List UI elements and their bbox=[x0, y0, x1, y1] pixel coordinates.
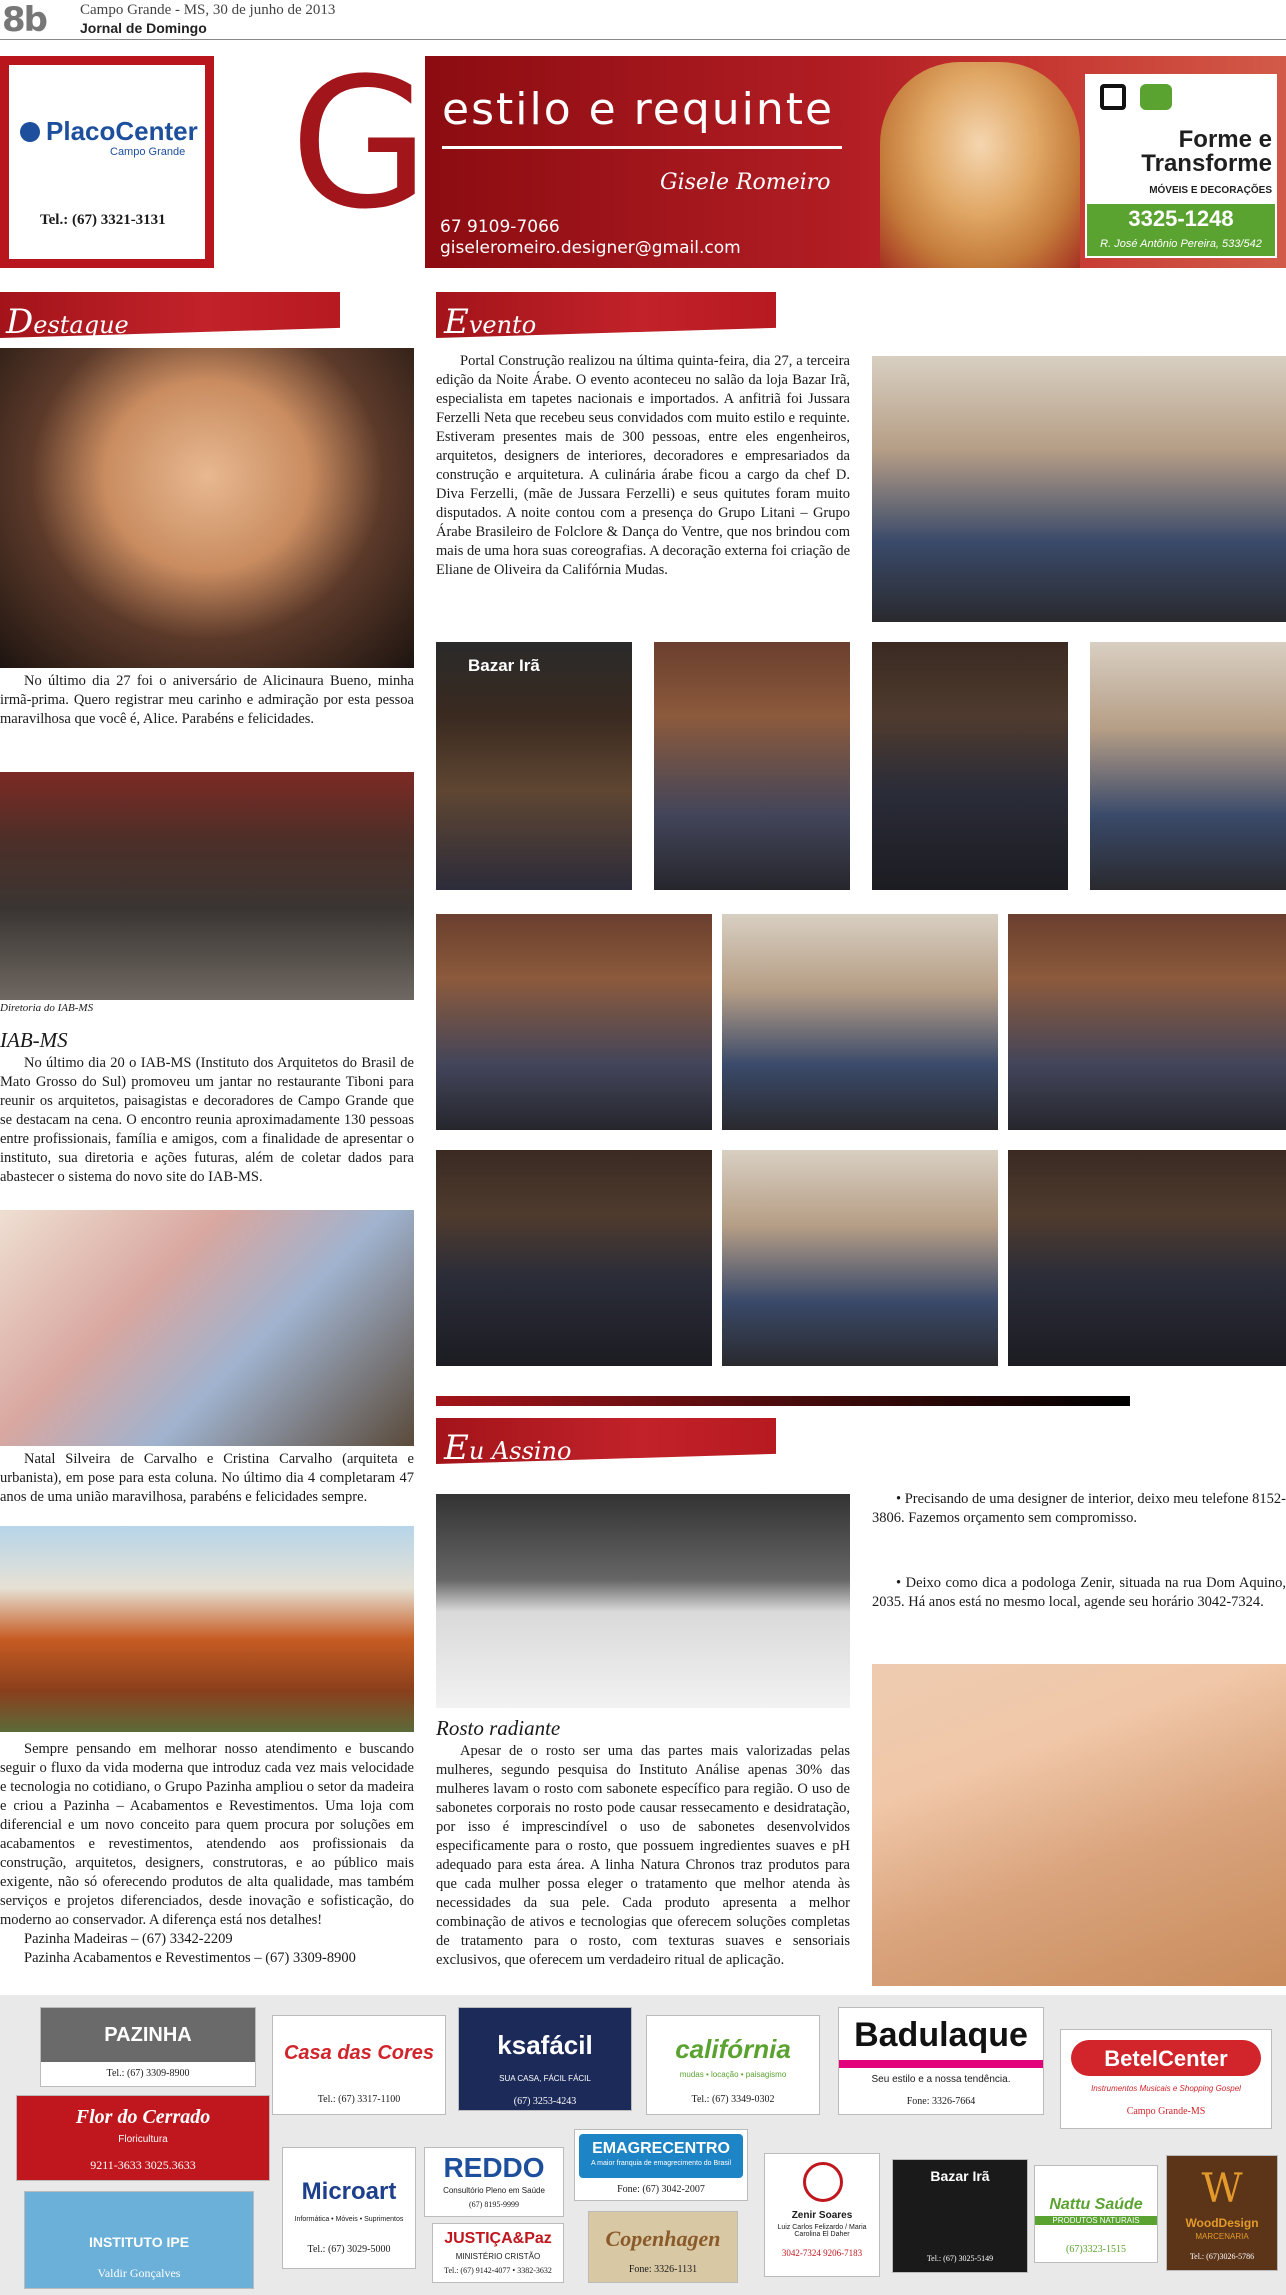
event-photo-8 bbox=[436, 1150, 712, 1366]
event-photo-6 bbox=[722, 914, 998, 1130]
iab-group-photo bbox=[0, 772, 414, 1000]
betelcenter-ad[interactable]: BetelCenter Instrumentos Musicais e Shopping Gospel Campo Grande-MS bbox=[1060, 2029, 1272, 2129]
event-photo-main bbox=[872, 356, 1286, 622]
forme-sub: MÓVEIS E DECORAÇÕES bbox=[1149, 185, 1272, 196]
tip-designer: • Precisando de uma designer de interior, deixo meu telefone 8152-3806. Fazemos orçamento sem compromisso. bbox=[872, 1491, 1286, 1526]
placocenter-sub: Campo Grande bbox=[110, 146, 186, 158]
instituto-ipe-ad[interactable]: INSTITUTO IPE Valdir Gonçalves bbox=[24, 2191, 254, 2289]
event-photo-3 bbox=[872, 642, 1068, 890]
sofa-icon bbox=[1140, 84, 1172, 110]
flor-do-cerrado-ad[interactable]: Flor do Cerrado Floricultura 9211-3633 3025.3633 bbox=[16, 2095, 270, 2181]
banner-rule bbox=[442, 146, 842, 149]
justica-paz-ad[interactable]: JUSTIÇA&Paz MINISTÉRIO CRISTÃO Tel.: (67) 9142-4077 • 3382-3632 bbox=[432, 2223, 564, 2283]
event-photo-5 bbox=[436, 914, 712, 1130]
evento-label: Evento bbox=[444, 302, 537, 342]
chair-icon bbox=[1100, 84, 1126, 110]
badulaque-ad[interactable]: Badulaque Seu estilo e a nossa tendência. Fone: 3326-7664 bbox=[838, 2007, 1044, 2115]
california-ad[interactable]: califórnia mudas • locação • paisagismo Tel.: (67) 3349-0302 bbox=[646, 2015, 820, 2115]
bazar-ira-ad[interactable]: Bazar Irã Tel.: (67) 3025-5149 bbox=[892, 2159, 1028, 2273]
bazar-sign: Bazar Irã bbox=[468, 656, 540, 675]
forme-name: Forme e Transforme bbox=[1141, 126, 1272, 177]
pazinha-text: Sempre pensando em melhorar nosso atendimento e buscando seguir o fluxo da vida moderna que introduz cada vez mais velocidade e tecnologia no cotidiano, o Grupo Pazinha ampliou o setor da madeira e criou a Pazinha – Acabamentos e Revestimentos. Uma loja com diferencial e um novo conceito para quem procura por soluções em acabamentos e revestimentos, atendendo aos profissionais da construção, arquitetos, designers, construtoras, e ao público mais exigente, não só oferecendo produtos de alta qualidade, mas também serviços e projetos diferenciados, desde inovação e sofisticação, do moderno ao conservador. A diferença está nos detalhes! Pazinha Madeiras – (67) 3342-2209 Pazinha Acabamentos e Revestimentos – (67) 3309-8900 bbox=[0, 1741, 414, 1966]
event-photo-9 bbox=[722, 1150, 998, 1366]
placocenter-name: PlacoCenter bbox=[46, 116, 198, 146]
destaque-label: Destaque bbox=[6, 302, 129, 342]
eu-assino-label: Eu Assino bbox=[444, 1428, 572, 1468]
column-title: estilo e requinte bbox=[442, 84, 835, 135]
columnist-email[interactable]: giseleromeiro.designer@gmail.com bbox=[440, 238, 741, 258]
microart-ad[interactable]: Microart Informática • Móveis • Suprimentos Tel.: (67) 3029-5000 bbox=[282, 2147, 416, 2269]
couple-photo bbox=[0, 1210, 414, 1446]
placocenter-ad[interactable] bbox=[0, 56, 214, 268]
columnist-signature: Gisele Romeiro bbox=[660, 170, 831, 195]
placocenter-phone: Tel.: (67) 3321-3131 bbox=[40, 212, 166, 228]
advertisers-strip bbox=[0, 1995, 1286, 2295]
alicinaura-text: No último dia 27 foi o aniversário de Alicinaura Bueno, minha irmã-prima. Quero registrar meu carinho e admiração por esta pessoa maravilhosa que você é, Alice. Parabéns e felicidades. bbox=[0, 673, 414, 727]
event-photo-10 bbox=[1008, 1150, 1286, 1366]
pazinha-phone-1: Pazinha Madeiras – (67) 3342-2209 bbox=[24, 1931, 233, 1947]
rosto-text: Apesar de o rosto ser uma das partes mais valorizadas pelas mulheres, segundo pesquisa do Instituto Análise apenas 30% das mulheres lavam o rosto com sabonete específico para região. O uso de sabonetes corporais no rosto pode causar ressecamento e desidratação, por isso é imprescindível o uso de sabonetes desenvolvidos especificamente para o rosto, que possuem ingredientes suaves e pH adequado para esta área. A linha Natura Chronos traz produtos para que cada mulher possa eleger o tratamento que melhor atenda às necessidades da sua pele. Cada produto apresenta a melhor combinação de ativos e tecnologias que oferecem soluções completas de tratamento para o rosto, com texturas suaves e sensoriais exclusivos, que oferecem um verdadeiro ritual de aplicação. bbox=[436, 1743, 850, 1968]
feet-photo bbox=[872, 1664, 1286, 1986]
forme-address: R. José Antônio Pereira, 533/542 bbox=[1100, 238, 1262, 250]
placocenter-logo-icon bbox=[20, 122, 40, 142]
products-photo bbox=[436, 1494, 850, 1708]
event-photo-7 bbox=[1008, 914, 1286, 1130]
event-photo-2 bbox=[654, 642, 850, 890]
event-photo-4 bbox=[1090, 642, 1286, 890]
wood-design-ad[interactable]: W WoodDesign MARCENARIA Tel.: (67)3026-5786 bbox=[1166, 2155, 1278, 2271]
ksafacil-ad[interactable]: ksafácil SUA CASA, FÁCIL FÁCIL (67) 3253-4243 bbox=[458, 2007, 632, 2111]
pazinha-ad[interactable]: PAZINHA Tel.: (67) 3309-8900 bbox=[40, 2007, 256, 2087]
section-separator bbox=[436, 1396, 1130, 1406]
wood-design-logo-icon: W bbox=[1201, 2166, 1243, 2212]
event-photo-bazar bbox=[436, 642, 632, 890]
columnist-photo bbox=[880, 62, 1080, 268]
rosto-heading: Rosto radiante bbox=[436, 1716, 561, 1740]
copenhagen-ad[interactable]: Copenhagen Fone: 3326-1131 bbox=[588, 2211, 738, 2283]
iab-caption: Diretoria do IAB-MS bbox=[0, 1002, 94, 1014]
banner-initial: G bbox=[290, 40, 430, 249]
nattu-saude-ad[interactable]: Nattu Saúde PRODUTOS NATURAIS (67)3323-1515 bbox=[1034, 2165, 1158, 2263]
pazinha-store-photo bbox=[0, 1526, 414, 1732]
columnist-phone: 67 9109-7066 bbox=[440, 217, 560, 237]
reddo-ad[interactable]: REDDO Consultório Pleno em Saúde (67) 8195-9999 bbox=[424, 2147, 564, 2217]
page-number: 8b bbox=[2, 0, 46, 40]
couple-text: Natal Silveira de Carvalho e Cristina Carvalho (arquiteta e urbanista), em pose para esta coluna. No último dia 4 completaram 47 anos de uma união maravilhosa, parabéns e felicidades sempre. bbox=[0, 1451, 414, 1505]
tip-podologa: • Deixo como dica a podologa Zenir, situada na rua Dom Aquino, 2035. Há anos está no mesmo local, agende seu horário 3042-7324. bbox=[872, 1575, 1286, 1610]
dateline: Campo Grande - MS, 30 de junho de 2013 bbox=[80, 2, 336, 18]
alicinaura-photo bbox=[0, 348, 414, 668]
podologia-ad[interactable]: Zenir Soares Luiz Carlos Felizardo / Maria Carolina El Daher 3042-7324 9206-7183 bbox=[764, 2153, 880, 2277]
iab-text: No último dia 20 o IAB-MS (Instituto dos Arquitetos do Brasil de Mato Grosso do Sul) promoveu um jantar no restaurante Tiboni para reunir os arquitetos, paisagistas e decoradores de Campo Grande que se destacam na cena. O encontro reunia aproximadamente 130 pessoas entre profissionais, família e amigos, com a finalidade de apresentar o instituto, sua diretoria e ações futuras, além de coletar dados para abastecer o sistema do novo site do IAB-MS. bbox=[0, 1055, 414, 1185]
forme-phone: 3325-1248 bbox=[1128, 206, 1234, 231]
casa-das-cores-ad[interactable]: Casa das Cores Tel.: (67) 3317-1100 bbox=[272, 2015, 446, 2115]
section-name: Jornal de Domingo bbox=[80, 20, 207, 36]
emagrecentro-ad[interactable]: EMAGRECENTRO A maior franquia de emagrecimento do Brasil Fone: (67) 3042-2007 bbox=[574, 2129, 748, 2201]
iab-heading: IAB-MS bbox=[0, 1028, 68, 1052]
evento-text: Portal Construção realizou na última quinta-feira, dia 27, a terceira edição da Noite Árabe. O evento aconteceu no salão da loja Bazar Irã, especialista em tapetes nacionais e importados. A anfitriã foi Jussara Ferzelli Neta que recebeu seus convidados com muito estilo e requinte. Estiveram presentes mais de 300 pessoas, entre eles engenheiros, arquitetos, designers de interiores, decoradores e empresariados da construção e arquitetura. A culinária árabe ficou a cargo da chef D. Diva Ferzelli, (mãe de Jussara Ferzelli) e seus quitutes foram muito disputados. A noite contou com a presença do Grupo Litani – Grupo Árabe Brasileiro de Folclore & Dança do Ventre, que nos brindou com mais de uma hora suas coreografias. A decoração externa foi criação de Eliane de Oliveira da Califórnia Mudas. bbox=[436, 353, 850, 578]
pazinha-phone-2: Pazinha Acabamentos e Revestimentos – (67) 3309-8900 bbox=[24, 1950, 356, 1966]
